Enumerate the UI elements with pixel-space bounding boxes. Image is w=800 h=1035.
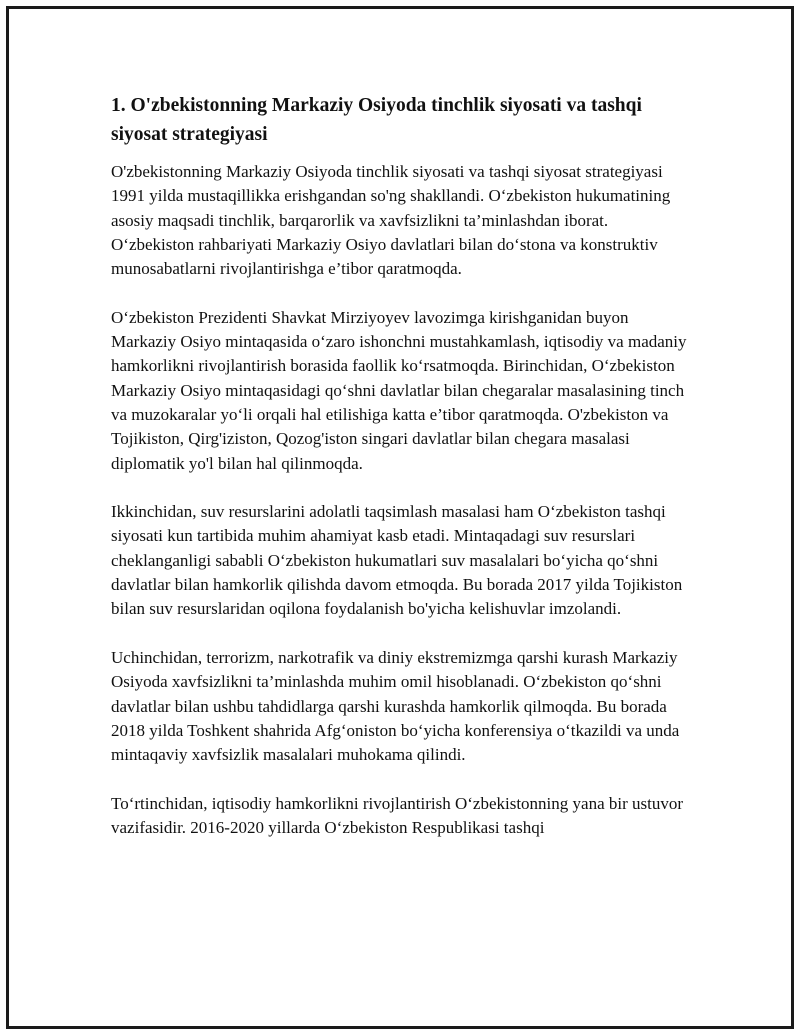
paragraph: Uchinchidan, terrorizm, narkotrafik va diniy ekstremizmga qarshi kurash Markaziy Osiyoda xavfsizlikni ta’minlashda muhim omil hisoblanadi. O‘zbekiston qo‘shni davlatlar bilan ushbu tahdidlarga qarshi kurashda hamkorlik qilmoqda. Bu borada 2018 yilda Toshkent shahrida Afg‘oniston bo‘yicha konferensiya o‘tkazildi va unda mintaqaviy xavfsizlik masalalari muhokama qilindi. [111,647,680,765]
document-body [111,91,691,865]
document-heading: 1. O'zbekistonning Markaziy Osiyoda tinchlik siyosati va tashqi siyosat strategiyasi [111,95,642,145]
paragraph: Ikkinchidan, suv resurslarini adolatli taqsimlash masalasi ham O‘zbekiston tashqi siyosati kun tartibida muhim ahamiyat kasb etadi. Mintaqadagi suv resurslari cheklanganligi sababli O‘zbekiston hukumatlari suv masalalari bo‘yicha qo‘shni davlatlar bilan hamkorlik qilishda davom etmoqda. Bu borada 2017 yilda Tojikiston bilan suv resurslaridan oqilona foydalanish bo'yicha kelishuvlar imzolandi. [111,502,683,619]
paragraph: O'zbekistonning Markaziy Osiyoda tinchlik siyosati va tashqi siyosat strategiyasi 1991 yilda mustaqillikka erishgandan so'ng shakllandi. O‘zbekiston hukumatining asosiy maqsadi tinchlik, barqarorlik va xavfsizlikni ta’minlashdan iborat. O‘zbekiston rahbariyati Markaziy Osiyo davlatlari bilan do‘stona va konstruktiv munosabatlarni rivojlantirishga e’tibor qaratmoqda. [111,162,671,279]
paragraph: O‘zbekiston Prezidenti Shavkat Mirziyoyev lavozimga kirishganidan buyon Markaziy Osiyo mintaqasida o‘zaro ishonchni mustahkamlash, iqtisodiy va madaniy hamkorlikni rivojlantirish borasida faollik ko‘rsatmoqda. Birinchidan, O‘zbekiston Markaziy Osiyo mintaqasidagi qo‘shni davlatlar bilan chegaralar masalasining tinch va muzokaralar yo‘li orqali hal etilishiga katta e’tibor qaratmoqda. O'zbekiston va Tojikiston, Qirg'iziston, Qozog'iston singari davlatlar bilan chegara masalasi diplomatik yo'l bilan hal qilinmoqda. [111,307,687,473]
paragraph: To‘rtinchidan, iqtisodiy hamkorlikni rivojlantirish O‘zbekistonning yana bir ustuvor vazifasidir. 2016-2020 yillarda O‘zbekiston Respublikasi tashqi [111,793,683,838]
